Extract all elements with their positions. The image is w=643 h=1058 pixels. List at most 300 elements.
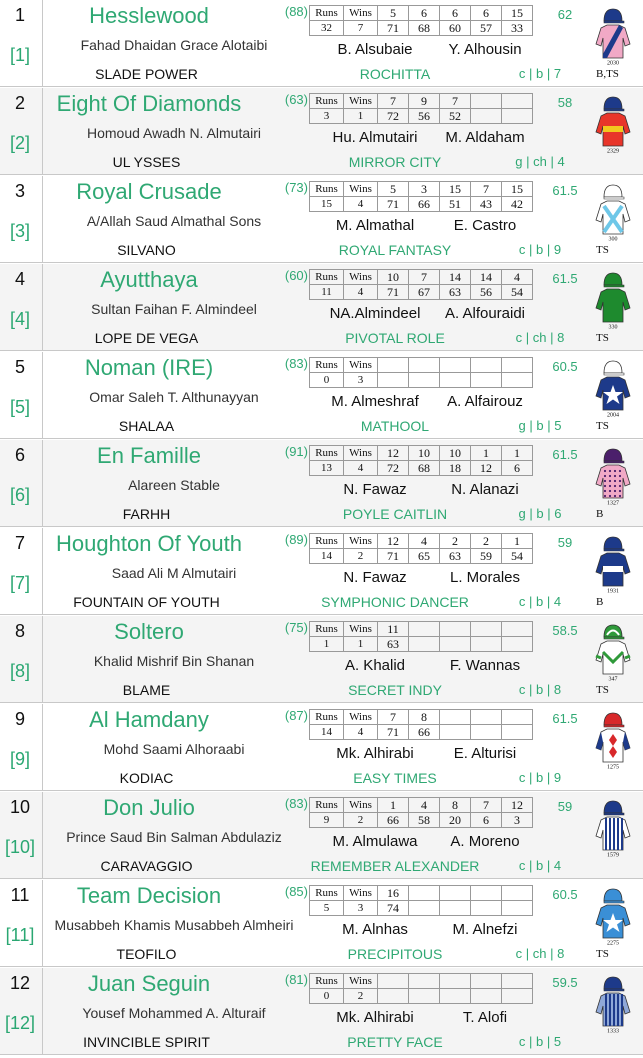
sire-name: UL YSSES (112, 154, 181, 170)
runs-count: 15 (310, 197, 344, 212)
runs-count: 5 (310, 901, 344, 916)
runs-count: 14 (310, 549, 344, 564)
form-position: 10 (440, 446, 471, 461)
jockey-name[interactable]: A. Khalid (344, 657, 406, 674)
carried-weight: 61.5 (552, 183, 578, 198)
form-table (309, 445, 533, 476)
form-position: 1 (378, 798, 409, 813)
form-rating: 51 (440, 197, 471, 212)
horse-rating: (60) (284, 268, 308, 283)
horse-name[interactable]: Don Julio (103, 795, 195, 820)
carried-weight: 59.5 (552, 975, 578, 990)
dam-name: PRETTY FACE (347, 1034, 443, 1050)
jockey-name[interactable]: Mk. Alhirabi (336, 1009, 414, 1026)
owner-name: Yousef Mohammed A. Alturaif (82, 1005, 266, 1021)
jockey-name[interactable]: M. Almeshraf (331, 393, 419, 410)
sex-color-age: c | ch | 8 (515, 330, 565, 345)
form-position: 8 (409, 710, 440, 725)
runner-number: 4 (14, 269, 25, 289)
runner-number: 6 (14, 445, 25, 465)
runner-row[interactable] (0, 0, 643, 87)
form-position (409, 974, 440, 989)
form-rating: 56 (471, 285, 502, 300)
form-position: 2 (471, 534, 502, 549)
horse-rating: (73) (284, 180, 308, 195)
form-rating (440, 901, 471, 916)
form-position: 15 (502, 6, 533, 21)
runner-row[interactable] (0, 792, 643, 879)
form-ratings-row (310, 461, 533, 476)
jockey-silk-icon (592, 358, 634, 418)
form-rating: 60 (440, 21, 471, 36)
runner-row[interactable] (0, 352, 643, 439)
svg-text:1579: 1579 (607, 852, 619, 858)
form-rating: 54 (502, 285, 533, 300)
horse-name[interactable]: Hesslewood (89, 3, 209, 28)
form-rating: 6 (502, 461, 533, 476)
runner-row[interactable] (0, 704, 643, 791)
dam-name: PIVOTAL ROLE (345, 330, 445, 346)
form-positions-row (310, 446, 533, 461)
trainer-name[interactable]: L. Morales (449, 569, 521, 586)
sire-name: SILVANO (117, 242, 176, 258)
medication-code: TS (596, 244, 609, 256)
form-position: 14 (440, 270, 471, 285)
jockey-silk-icon (592, 182, 634, 242)
form-positions-row (310, 622, 533, 637)
jockey-silk-icon (592, 446, 634, 506)
divider (42, 0, 43, 86)
form-ratings-row (310, 549, 533, 564)
form-positions-row (310, 6, 533, 21)
carried-weight: 61.5 (552, 271, 578, 286)
carried-weight: 62 (557, 7, 573, 22)
jockey-silk-icon (592, 886, 634, 946)
draw-number: [6] (9, 485, 30, 505)
runs-count: 9 (310, 813, 344, 828)
runs-count: 3 (310, 109, 344, 124)
form-ratings-row (310, 285, 533, 300)
form-positions-row (310, 270, 533, 285)
form-rating (471, 901, 502, 916)
form-position: 1 (502, 534, 533, 549)
form-position (440, 622, 471, 637)
form-rating (409, 901, 440, 916)
wins-header: Wins (344, 974, 378, 989)
sex-color-age: g | b | 6 (518, 506, 562, 521)
divider (42, 352, 43, 438)
form-rating: 66 (409, 197, 440, 212)
runs-count: 0 (310, 373, 344, 388)
horse-rating: (88) (284, 4, 308, 19)
form-position: 7 (440, 94, 471, 109)
sex-color-age: c | b | 5 (518, 1034, 562, 1049)
form-ratings-row (310, 197, 533, 212)
runs-header: Runs (310, 270, 344, 285)
form-position: 11 (378, 622, 409, 637)
runner-row[interactable] (0, 88, 643, 175)
runner-row[interactable] (0, 616, 643, 703)
runner-number: 12 (9, 973, 31, 993)
jockey-silk-icon (592, 270, 634, 330)
form-ratings-row (310, 21, 533, 36)
sire-name: INVINCIBLE SPIRIT (83, 1034, 210, 1050)
trainer-name[interactable]: F. Wannas (449, 657, 521, 674)
wins-count: 2 (344, 989, 378, 1004)
owner-name: Fahad Dhaidan Grace Alotaibi (80, 37, 268, 53)
sire-name: CARAVAGGIO (100, 858, 193, 874)
form-position (502, 358, 533, 373)
runner-row[interactable] (0, 264, 643, 351)
divider (42, 704, 43, 790)
wins-count: 4 (344, 461, 378, 476)
runs-count: 0 (310, 989, 344, 1004)
form-rating (502, 373, 533, 388)
horse-name[interactable]: Team Decision (76, 883, 222, 908)
runs-header: Runs (310, 534, 344, 549)
trainer-name[interactable]: M. Alnefzi (452, 921, 518, 938)
runs-header: Runs (310, 446, 344, 461)
form-position: 7 (409, 270, 440, 285)
form-position (471, 710, 502, 725)
draw-number: [2] (9, 133, 30, 153)
runs-header: Runs (310, 974, 344, 989)
owner-name: Sultan Faihan F. Almindeel (91, 301, 257, 317)
jockey-name[interactable]: M. Almulawa (332, 833, 418, 850)
runner-number: 5 (14, 357, 25, 377)
draw-number: [1] (9, 45, 30, 65)
owner-name: A/Allah Saud Almathal Sons (86, 213, 262, 229)
sex-color-age: g | b | 5 (518, 418, 562, 433)
form-position: 4 (409, 534, 440, 549)
wins-count: 1 (344, 637, 378, 652)
runs-count: 32 (310, 21, 344, 36)
sex-color-age: g | ch | 4 (515, 154, 565, 169)
form-rating (409, 373, 440, 388)
form-rating: 3 (502, 813, 533, 828)
trainer-name[interactable]: N. Alanazi (451, 481, 519, 498)
draw-number: [9] (9, 749, 30, 769)
form-position (471, 622, 502, 637)
runs-count: 14 (310, 725, 344, 740)
form-rating: 63 (440, 549, 471, 564)
svg-text:1931: 1931 (607, 588, 619, 594)
wins-header: Wins (344, 798, 378, 813)
form-rating: 57 (471, 21, 502, 36)
trainer-name[interactable]: Y. Alhousin (448, 41, 522, 58)
jockey-name[interactable]: NA.Almindeel (329, 305, 421, 322)
form-position (378, 358, 409, 373)
form-rating (471, 109, 502, 124)
form-position: 12 (378, 446, 409, 461)
horse-rating: (89) (284, 532, 308, 547)
form-rating (471, 989, 502, 1004)
form-rating: 68 (409, 461, 440, 476)
runner-number: 11 (10, 885, 30, 905)
form-position: 4 (502, 270, 533, 285)
form-rating: 33 (502, 21, 533, 36)
runner-number: 9 (14, 709, 25, 729)
horse-name[interactable]: Houghton Of Youth (56, 531, 242, 556)
form-rating (502, 989, 533, 1004)
svg-text:2275: 2275 (607, 940, 619, 946)
runs-header: Runs (310, 94, 344, 109)
divider (42, 264, 43, 350)
wins-count: 2 (344, 813, 378, 828)
form-position: 7 (471, 798, 502, 813)
form-rating: 72 (378, 461, 409, 476)
form-position: 7 (378, 94, 409, 109)
draw-number: [8] (9, 661, 30, 681)
divider (42, 440, 43, 526)
trainer-name[interactable]: E. Castro (453, 217, 517, 234)
owner-name: Omar Saleh T. Althunayyan (89, 389, 259, 405)
form-rating: 12 (471, 461, 502, 476)
horse-name[interactable]: Soltero (114, 619, 184, 644)
form-position (378, 974, 409, 989)
runner-number: 3 (14, 181, 25, 201)
form-position (409, 886, 440, 901)
form-table (309, 269, 533, 300)
jockey-silk-icon (592, 974, 634, 1034)
carried-weight: 61.5 (552, 711, 578, 726)
wins-count: 3 (344, 373, 378, 388)
sire-name: LOPE DE VEGA (94, 330, 199, 346)
jockey-name[interactable]: M. Almathal (335, 217, 415, 234)
dam-name: SYMPHONIC DANCER (321, 594, 469, 610)
form-position: 4 (409, 798, 440, 813)
form-rating: 52 (440, 109, 471, 124)
form-position: 5 (378, 6, 409, 21)
form-rating: 71 (378, 725, 409, 740)
jockey-name[interactable]: Mk. Alhirabi (336, 745, 414, 762)
form-rating: 66 (409, 725, 440, 740)
trainer-name[interactable]: A. Alfouraidi (444, 305, 526, 322)
form-position (409, 622, 440, 637)
carried-weight: 60.5 (552, 359, 578, 374)
form-positions-row (310, 534, 533, 549)
form-position (409, 358, 440, 373)
form-rating: 74 (378, 901, 409, 916)
dam-name: MIRROR CITY (348, 154, 442, 170)
svg-text:330: 330 (608, 324, 618, 330)
form-ratings-row (310, 813, 533, 828)
svg-text:1327: 1327 (607, 500, 619, 506)
trainer-name[interactable]: M. Aldaham (445, 129, 525, 146)
form-positions-row (310, 94, 533, 109)
runner-row[interactable] (0, 528, 643, 615)
form-position (440, 710, 471, 725)
form-position: 5 (378, 182, 409, 197)
form-rating: 6 (471, 813, 502, 828)
form-ratings-row (310, 109, 533, 124)
jockey-name[interactable]: B. Alsubaie (337, 41, 413, 58)
form-rating (378, 373, 409, 388)
runs-header: Runs (310, 6, 344, 21)
form-positions-row (310, 358, 533, 373)
form-position (502, 974, 533, 989)
sire-name: SHALAA (118, 418, 175, 434)
draw-number: [7] (9, 573, 30, 593)
medication-code: B (596, 508, 604, 520)
owner-name: Prince Saud Bin Salman Abdulaziz (66, 829, 282, 845)
form-rating: 67 (409, 285, 440, 300)
sex-color-age: c | b | 9 (518, 770, 562, 785)
wins-header: Wins (344, 182, 378, 197)
form-table (309, 973, 533, 1004)
form-table (309, 533, 533, 564)
form-position (471, 886, 502, 901)
form-table (309, 621, 533, 652)
carried-weight: 58.5 (552, 623, 578, 638)
carried-weight: 59 (557, 535, 573, 550)
horse-rating: (75) (284, 620, 308, 635)
form-rating: 63 (440, 285, 471, 300)
dam-name: PRECIPITOUS (347, 946, 443, 962)
horse-name[interactable]: Ayutthaya (100, 267, 198, 292)
draw-number: [12] (4, 1013, 36, 1033)
jockey-silk-icon (592, 798, 634, 858)
jockey-name[interactable]: Hu. Almutairi (332, 129, 418, 146)
runner-row[interactable] (0, 968, 643, 1055)
medication-code: B,TS (596, 68, 619, 80)
wins-header: Wins (344, 358, 378, 373)
form-position: 9 (409, 94, 440, 109)
jockey-silk-icon (592, 622, 634, 682)
draw-number: [10] (4, 837, 36, 857)
trainer-name[interactable]: A. Moreno (450, 833, 520, 850)
sire-name: FARHH (122, 506, 171, 522)
runs-count: 11 (310, 285, 344, 300)
wins-header: Wins (344, 6, 378, 21)
horse-rating: (83) (284, 796, 308, 811)
svg-text:1333: 1333 (607, 1028, 619, 1034)
dam-name: ROYAL FANTASY (338, 242, 452, 258)
divider (42, 880, 43, 966)
form-rating (440, 725, 471, 740)
divider (42, 88, 43, 174)
horse-rating: (83) (284, 356, 308, 371)
carried-weight: 60.5 (552, 887, 578, 902)
dam-name: SECRET INDY (348, 682, 442, 698)
form-rating: 56 (409, 109, 440, 124)
svg-text:300: 300 (608, 236, 618, 242)
form-position: 15 (440, 182, 471, 197)
trainer-name[interactable]: A. Alfairouz (447, 393, 523, 410)
divider (42, 792, 43, 878)
horse-name[interactable]: Juan Seguin (87, 971, 211, 996)
horse-name[interactable]: Royal Crusade (76, 179, 222, 204)
form-table (309, 885, 533, 916)
form-position (440, 974, 471, 989)
runner-row[interactable] (0, 176, 643, 263)
form-position: 10 (378, 270, 409, 285)
medication-code: B (596, 596, 604, 608)
form-rating: 71 (378, 285, 409, 300)
trainer-name[interactable]: T. Alofi (462, 1009, 508, 1026)
form-positions-row (310, 710, 533, 725)
jockey-silk-icon (592, 94, 634, 154)
form-rating (502, 637, 533, 652)
jockey-silk-icon (592, 710, 634, 770)
form-rating: 63 (378, 637, 409, 652)
form-ratings-row (310, 901, 533, 916)
form-rating: 72 (378, 109, 409, 124)
runs-header: Runs (310, 622, 344, 637)
jockey-name[interactable]: M. Alnhas (342, 921, 408, 938)
medication-code: TS (596, 332, 609, 344)
runner-row[interactable] (0, 440, 643, 527)
horse-name[interactable]: Al Hamdany (89, 707, 209, 732)
dam-name: MATHOOL (360, 418, 430, 434)
form-rating (440, 989, 471, 1004)
form-position: 12 (502, 798, 533, 813)
horse-name[interactable]: Noman (IRE) (84, 355, 214, 380)
horse-name[interactable]: Eight Of Diamonds (56, 91, 242, 116)
draw-number: [11] (5, 925, 35, 945)
sex-color-age: c | b | 9 (518, 242, 562, 257)
wins-count: 4 (344, 197, 378, 212)
wins-count: 4 (344, 725, 378, 740)
form-table (309, 93, 533, 124)
form-position: 14 (471, 270, 502, 285)
form-position (440, 358, 471, 373)
form-rating: 71 (378, 549, 409, 564)
jockey-name[interactable]: N. Fawaz (343, 481, 407, 498)
wins-count: 1 (344, 109, 378, 124)
sire-name: BLAME (122, 682, 171, 698)
form-position: 16 (378, 886, 409, 901)
svg-text:1275: 1275 (607, 764, 619, 770)
jockey-silk-icon (592, 534, 634, 594)
runner-number: 1 (14, 5, 25, 25)
draw-number: [3] (9, 221, 30, 241)
horse-name[interactable]: En Famille (97, 443, 201, 468)
dam-name: ROCHITTA (359, 66, 431, 82)
form-table (309, 797, 533, 828)
form-rating (502, 109, 533, 124)
owner-name: Alareen Stable (128, 477, 220, 493)
form-position (471, 358, 502, 373)
jockey-name[interactable]: N. Fawaz (343, 569, 407, 586)
svg-text:2329: 2329 (607, 148, 619, 154)
sire-name: FOUNTAIN OF YOUTH (73, 594, 220, 610)
runs-count: 1 (310, 637, 344, 652)
wins-count: 3 (344, 901, 378, 916)
runs-count: 13 (310, 461, 344, 476)
trainer-name[interactable]: E. Alturisi (453, 745, 517, 762)
medication-code: TS (596, 420, 609, 432)
sire-name: KODIAC (119, 770, 174, 786)
runner-row[interactable] (0, 880, 643, 967)
form-position: 1 (502, 446, 533, 461)
wins-header: Wins (344, 886, 378, 901)
runs-header: Runs (310, 886, 344, 901)
runner-number: 7 (14, 533, 25, 553)
form-rating (440, 637, 471, 652)
sire-name: SLADE POWER (95, 66, 198, 82)
form-rating (409, 637, 440, 652)
svg-text:347: 347 (608, 676, 618, 682)
form-rating: 58 (409, 813, 440, 828)
form-position: 10 (409, 446, 440, 461)
form-position (471, 974, 502, 989)
form-position (502, 886, 533, 901)
form-position: 12 (378, 534, 409, 549)
form-position: 6 (409, 6, 440, 21)
form-position (502, 622, 533, 637)
form-rating (471, 373, 502, 388)
